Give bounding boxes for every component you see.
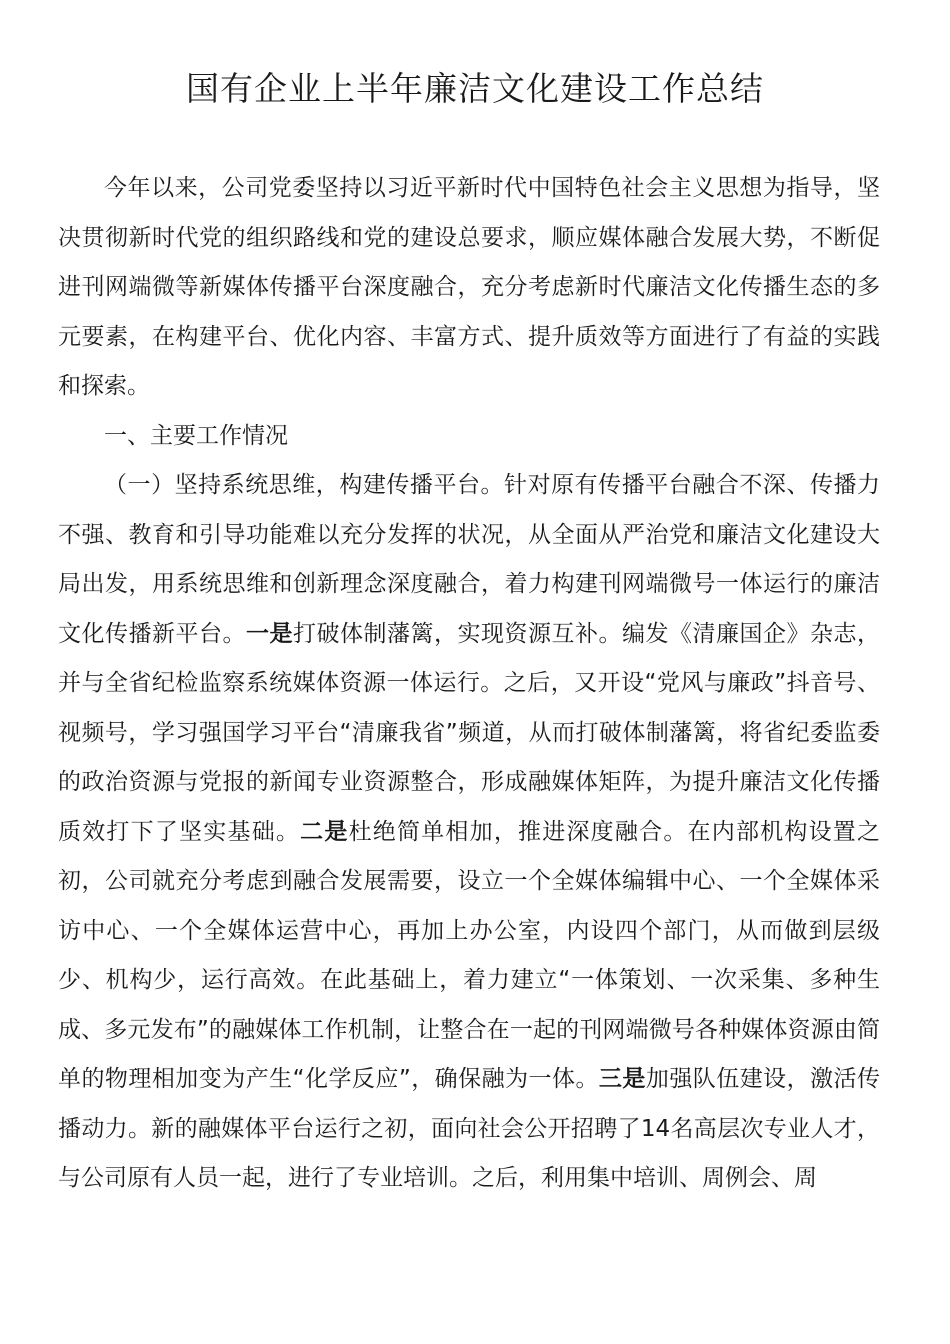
- point-text-2: 杜绝简单相加，推进深度融合。在内部机构设置之初，公司就充分考虑到融合发展需要，设立一个全媒体编辑中心、一个全媒体采访中心、一个全媒体运营中心，再加上办公室，内设四个部门，从而做到层级少、机构少，运行高效。在此基础上，着力建立“一体策划、一次采集、多种生成、多元发布”的融媒体工作机制，让整合在一起的刊网端微号各种媒体资源由简单的物理相加变为产生“化学反应”，确保融为一体。: [58, 818, 881, 1092]
- point-label-2: 二是: [300, 818, 349, 845]
- intro-paragraph: 今年以来，公司党委坚持以习近平新时代中国特色社会主义思想为指导，坚决贯彻新时代党的组织路线和党的建设总要求，顺应媒体融合发展大势，不断促进刊网端微等新媒体传播平台深度融合，充分考虑新时代廉洁文化传播生态的多元要素，在构建平台、优化内容、丰富方式、提升质效等方面进行了有益的实践和探索。: [58, 175, 880, 399]
- section-heading: 一、主要工作情况: [104, 422, 288, 449]
- point-text-3: 加强队伍建设，激活传播动力。新的融媒体平台运行之初，面向社会公开招聘了14名高层次专业人才，与公司原有人员一起，进行了专业培训。之后，利用集中培训、周例会、周: [58, 1066, 881, 1191]
- subsection-paragraph: [58, 461, 880, 1204]
- subsection-lead: （一）坚持系统思维，构建传播平台。针对原有传播平台融合不深、传播力不强、教育和引导功能难以充分发挥的状况，从全面从严治党和廉洁文化建设大局出发，用系统思维和创新理念深度融合，着力构建刊网端微号一体运行的廉洁文化传播新平台。: [58, 472, 880, 647]
- point-label-1: 一是: [246, 620, 293, 647]
- point-text-1: 打破体制藩篱，实现资源互补。编发《清廉国企》杂志，并与全省纪检监察系统媒体资源一体运行。之后，又开设“党风与廉政”抖音号、视频号，学习强国学习平台“清廉我省”频道，从而打破体制藩篱，将省纪委监委的政治资源与党报的新闻专业资源整合，形成融媒体矩阵，为提升廉洁文化传播质效打下了坚实基础。: [58, 620, 880, 845]
- document-body: [58, 164, 880, 1204]
- document-title: 国有企业上半年廉洁文化建设工作总结: [186, 69, 764, 108]
- point-label-3: 三是: [598, 1066, 646, 1092]
